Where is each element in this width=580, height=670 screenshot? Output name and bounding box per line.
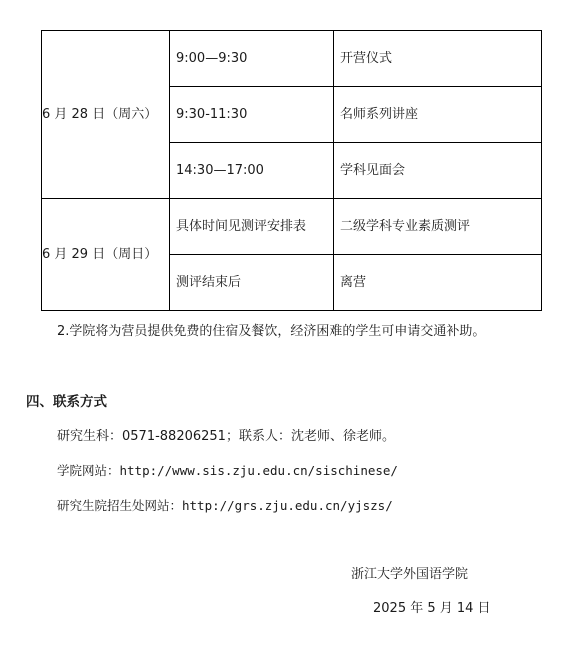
date-cell: 6 月 28 日（周六）	[42, 31, 170, 199]
grad-website-link[interactable]: 研究生院招生处网站：http://grs.zju.edu.cn/yjszs/	[57, 498, 393, 513]
note-text: 2.学院将为营员提供免费的住宿及餐饮，经济困难的学生可申请交通补助。	[57, 324, 486, 339]
time-cell: 9:00—9:30	[170, 31, 334, 87]
event-cell: 开营仪式	[334, 31, 542, 87]
schedule-table	[41, 30, 542, 311]
time-cell: 测评结束后	[170, 255, 334, 311]
date-cell: 6 月 29 日（周日）	[42, 199, 170, 311]
time-cell: 具体时间见测评安排表	[170, 199, 334, 255]
time-cell: 9:30-11:30	[170, 87, 334, 143]
contact-heading: 四、联系方式	[26, 394, 107, 410]
table-row	[42, 31, 542, 87]
event-cell: 学科见面会	[334, 143, 542, 199]
event-cell: 离营	[334, 255, 542, 311]
event-cell: 二级学科专业素质测评	[334, 199, 542, 255]
event-cell: 名师系列讲座	[334, 87, 542, 143]
signature-org: 浙江大学外国语学院	[351, 567, 469, 582]
signature-date: 2025 年 5 月 14 日	[373, 601, 491, 616]
contact-phone: 研究生科：0571-88206251；联系人：沈老师、徐老师。	[57, 429, 395, 444]
table-row	[42, 199, 542, 255]
time-cell: 14:30—17:00	[170, 143, 334, 199]
school-website-link[interactable]: 学院网站：http://www.sis.zju.edu.cn/sischinese/	[57, 463, 398, 478]
